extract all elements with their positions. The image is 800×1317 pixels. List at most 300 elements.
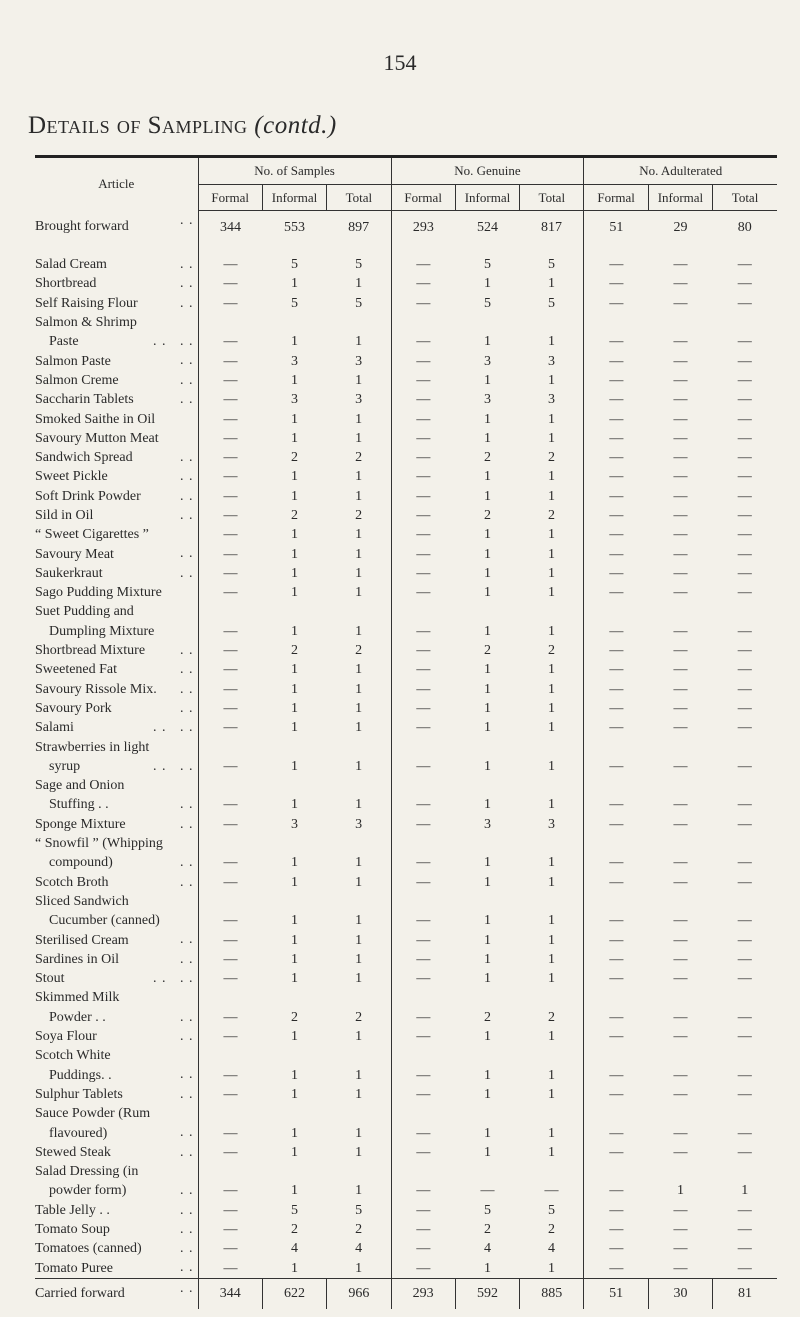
cell-value: 1 bbox=[291, 913, 299, 929]
cell-value: 5 bbox=[355, 257, 363, 273]
cell-value bbox=[584, 1104, 648, 1123]
table-row bbox=[35, 680, 777, 699]
cell-value: — bbox=[584, 1123, 648, 1142]
cell-value: 5 bbox=[355, 1202, 363, 1218]
cell-value: — bbox=[391, 448, 455, 467]
cell-value: — bbox=[198, 1027, 262, 1046]
row-label: Brought forward . . bbox=[35, 212, 194, 235]
cell-value: 1 bbox=[676, 1183, 684, 1199]
cell-value: — bbox=[391, 795, 455, 814]
cell-value: — bbox=[737, 1125, 752, 1141]
table-row bbox=[35, 487, 777, 506]
table-row bbox=[35, 583, 777, 602]
cell-value: 1 bbox=[291, 411, 299, 427]
cell-value: — bbox=[673, 700, 688, 716]
cell-value: 2 bbox=[548, 1221, 556, 1237]
cell-value bbox=[713, 602, 777, 621]
cell-value: 897 bbox=[348, 219, 370, 235]
cell-value: 1 bbox=[355, 565, 363, 581]
sub-header-informal: Informal bbox=[455, 185, 519, 211]
cell-value: — bbox=[673, 951, 688, 967]
row-label: Soft Drink Powder . . bbox=[35, 488, 194, 504]
cell-value bbox=[198, 313, 262, 332]
cell-value: — bbox=[584, 583, 648, 602]
row-label: Strawberries in light bbox=[35, 737, 198, 756]
cell-value bbox=[713, 313, 777, 332]
cell-value: 1 bbox=[483, 971, 491, 987]
cell-value: 1 bbox=[291, 1183, 299, 1199]
table-row bbox=[35, 564, 777, 583]
cell-value bbox=[520, 988, 584, 1007]
cell-value: 2 bbox=[355, 643, 363, 659]
row-label: Table Jelly . . . . bbox=[35, 1202, 194, 1218]
sub-header-total: Total bbox=[327, 185, 391, 211]
cell-value: — bbox=[737, 372, 752, 388]
cell-value: — bbox=[737, 334, 752, 350]
cell-value: — bbox=[737, 450, 752, 466]
cell-value: — bbox=[737, 797, 752, 813]
cell-value: — bbox=[584, 409, 648, 428]
cell-value: — bbox=[673, 353, 688, 369]
cell-value: 1 bbox=[548, 1260, 556, 1276]
row-label: compound) . . bbox=[35, 855, 194, 871]
cell-value: — bbox=[584, 680, 648, 699]
cell-value: 1 bbox=[291, 430, 299, 446]
cell-value: — bbox=[584, 332, 648, 351]
cell-value bbox=[198, 834, 262, 853]
cell-value: — bbox=[673, 450, 688, 466]
cell-value: — bbox=[737, 681, 752, 697]
cell-value: — bbox=[198, 911, 262, 930]
cell-value: — bbox=[737, 546, 752, 562]
row-label: Savoury Rissole Mix. . . bbox=[35, 681, 194, 697]
table-row bbox=[35, 1143, 777, 1162]
table-row bbox=[35, 930, 777, 949]
cell-value: 1 bbox=[548, 546, 556, 562]
cell-value: 1 bbox=[548, 971, 556, 987]
table-row bbox=[35, 660, 777, 679]
cell-value: — bbox=[584, 448, 648, 467]
table-row bbox=[35, 1181, 777, 1200]
cell-value: 5 bbox=[548, 1202, 556, 1218]
cell-value: 5 bbox=[483, 1202, 491, 1218]
cell-value bbox=[520, 737, 584, 756]
cell-value: — bbox=[391, 815, 455, 834]
cell-value bbox=[584, 602, 648, 621]
cell-value: 1 bbox=[548, 527, 556, 543]
cell-value: 1 bbox=[291, 971, 299, 987]
cell-value: 3 bbox=[483, 353, 491, 369]
cell-value: — bbox=[198, 969, 262, 988]
cell-value bbox=[262, 1104, 326, 1123]
cell-value: — bbox=[673, 1221, 688, 1237]
cell-value: — bbox=[584, 815, 648, 834]
cell-value: 1 bbox=[355, 276, 363, 292]
cell-value: — bbox=[737, 1221, 752, 1237]
cell-value: — bbox=[584, 911, 648, 930]
cell-value bbox=[455, 737, 519, 756]
cell-value: 2 bbox=[355, 1009, 363, 1025]
row-label: Sliced Sandwich bbox=[35, 892, 198, 911]
cell-value bbox=[648, 1162, 712, 1181]
cell-value: — bbox=[198, 351, 262, 370]
cell-value: 1 bbox=[291, 276, 299, 292]
cell-value: 1 bbox=[483, 662, 491, 678]
cell-value: — bbox=[673, 623, 688, 639]
row-label: Stout . . . . bbox=[35, 970, 194, 987]
cell-value: 2 bbox=[355, 450, 363, 466]
cell-value: 1 bbox=[483, 700, 491, 716]
sub-header-formal: Formal bbox=[584, 185, 648, 211]
cell-value: 1 bbox=[483, 430, 491, 446]
cell-value: — bbox=[673, 334, 688, 350]
cell-value: — bbox=[391, 873, 455, 892]
cell-value: — bbox=[737, 469, 752, 485]
row-label: syrup . . . . bbox=[35, 758, 194, 774]
cell-value: — bbox=[391, 274, 455, 293]
cell-value: 1 bbox=[291, 1144, 299, 1160]
cell-value bbox=[648, 737, 712, 756]
cell-value: 1 bbox=[355, 585, 363, 601]
cell-value: — bbox=[673, 565, 688, 581]
cell-value: 1 bbox=[548, 720, 556, 736]
cell-value: — bbox=[198, 1123, 262, 1142]
table-row bbox=[35, 332, 777, 351]
cell-value: — bbox=[584, 718, 648, 737]
cell-value: — bbox=[391, 332, 455, 351]
cell-value: — bbox=[673, 257, 688, 273]
cell-value: 1 bbox=[548, 1125, 556, 1141]
row-label: Sild in Oil . . bbox=[35, 507, 194, 523]
cell-value bbox=[648, 988, 712, 1007]
cell-value: 2 bbox=[483, 450, 491, 466]
cell-value: 1 bbox=[291, 527, 299, 543]
row-label: Tomato Soup . . bbox=[35, 1221, 194, 1237]
cell-value: 1 bbox=[291, 546, 299, 562]
sampling-table-container bbox=[35, 155, 777, 1309]
table-row bbox=[35, 815, 777, 834]
cell-value bbox=[391, 834, 455, 853]
cell-value: 1 bbox=[355, 1029, 363, 1045]
cell-value bbox=[520, 313, 584, 332]
cell-value: 1 bbox=[548, 565, 556, 581]
cell-value bbox=[262, 737, 326, 756]
cell-value bbox=[648, 1104, 712, 1123]
cell-value: — bbox=[198, 795, 262, 814]
table-row bbox=[35, 371, 777, 390]
cell-value bbox=[455, 1046, 519, 1065]
cell-value: 524 bbox=[476, 219, 498, 235]
table-row bbox=[35, 1085, 777, 1104]
cell-value: 51 bbox=[584, 211, 648, 244]
cell-value: 293 bbox=[391, 1278, 455, 1309]
cell-value: 1 bbox=[291, 372, 299, 388]
cell-value: — bbox=[737, 913, 752, 929]
cell-value: — bbox=[584, 1258, 648, 1278]
cell-value: — bbox=[198, 448, 262, 467]
row-label: Tomato Puree . . bbox=[35, 1260, 194, 1276]
cell-value: — bbox=[673, 372, 688, 388]
cell-value bbox=[520, 776, 584, 795]
cell-value: — bbox=[737, 623, 752, 639]
cell-value: — bbox=[737, 662, 752, 678]
cell-value: — bbox=[198, 564, 262, 583]
table-row bbox=[35, 255, 777, 274]
cell-value: — bbox=[584, 1008, 648, 1027]
cell-value bbox=[327, 313, 391, 332]
cell-value: 4 bbox=[291, 1241, 299, 1257]
cell-value: 622 bbox=[262, 1278, 326, 1309]
cell-value: 1 bbox=[291, 662, 299, 678]
cell-value: 1 bbox=[291, 1260, 299, 1276]
cell-value: 1 bbox=[483, 276, 491, 292]
cell-value: 5 bbox=[548, 257, 556, 273]
cell-value: 3 bbox=[355, 392, 363, 408]
table-row bbox=[35, 834, 777, 853]
cell-value: 4 bbox=[355, 1241, 363, 1257]
table-row bbox=[35, 718, 777, 737]
cell-value: — bbox=[198, 1008, 262, 1027]
cell-value: — bbox=[391, 1085, 455, 1104]
cell-value: 1 bbox=[355, 700, 363, 716]
cell-value: 1 bbox=[548, 372, 556, 388]
cell-value: — bbox=[584, 757, 648, 776]
cell-value: 1 bbox=[291, 855, 299, 871]
row-label: Sago Pudding Mixture bbox=[35, 583, 198, 602]
row-label: Stewed Steak . . bbox=[35, 1144, 194, 1160]
cell-value: — bbox=[584, 1143, 648, 1162]
cell-value: — bbox=[737, 411, 752, 427]
cell-value bbox=[391, 602, 455, 621]
cell-value: — bbox=[391, 409, 455, 428]
cell-value: 5 bbox=[483, 295, 491, 311]
cell-value: — bbox=[198, 1085, 262, 1104]
cell-value bbox=[648, 776, 712, 795]
cell-value: — bbox=[584, 622, 648, 641]
cell-value: — bbox=[673, 508, 688, 523]
cell-value: 1 bbox=[291, 797, 299, 813]
cell-value: 1 bbox=[483, 758, 491, 774]
cell-value: 1 bbox=[483, 681, 491, 697]
cell-value: — bbox=[198, 950, 262, 969]
cell-value: — bbox=[673, 276, 688, 292]
cell-value bbox=[327, 988, 391, 1007]
cell-value: 1 bbox=[483, 527, 491, 543]
cell-value: — bbox=[673, 430, 688, 446]
cell-value: — bbox=[198, 1258, 262, 1278]
table-row bbox=[35, 390, 777, 409]
cell-value: 1 bbox=[355, 1067, 363, 1083]
cell-value: — bbox=[737, 527, 752, 543]
cell-value: 1 bbox=[355, 1144, 363, 1160]
cell-value: — bbox=[673, 411, 688, 427]
cell-value bbox=[262, 776, 326, 795]
cell-value bbox=[391, 892, 455, 911]
cell-value: 2 bbox=[291, 508, 299, 523]
cell-value: — bbox=[391, 1123, 455, 1142]
cell-value: 1 bbox=[548, 276, 556, 292]
cell-value: 1 bbox=[483, 1144, 491, 1160]
cell-value: — bbox=[673, 971, 688, 987]
cell-value: — bbox=[737, 971, 752, 987]
table-row bbox=[35, 525, 777, 544]
cell-value: 80 bbox=[737, 219, 752, 235]
cell-value: 1 bbox=[483, 951, 491, 967]
cell-value: — bbox=[584, 969, 648, 988]
cell-value: 1 bbox=[291, 565, 299, 581]
cell-value bbox=[327, 1046, 391, 1065]
cell-value bbox=[520, 602, 584, 621]
cell-value: 2 bbox=[291, 1221, 299, 1237]
cell-value bbox=[327, 1104, 391, 1123]
cell-value: 1 bbox=[548, 1144, 556, 1160]
cell-value: 1 bbox=[355, 720, 363, 736]
cell-value: — bbox=[737, 932, 752, 948]
cell-value bbox=[520, 834, 584, 853]
cell-value bbox=[198, 602, 262, 621]
cell-value: 1 bbox=[291, 1125, 299, 1141]
table-row bbox=[35, 641, 777, 660]
cell-value bbox=[455, 1104, 519, 1123]
cell-value: — bbox=[544, 1183, 559, 1199]
cell-value bbox=[520, 1046, 584, 1065]
row-label: Self Raising Flour . . bbox=[35, 295, 194, 311]
adulterated-group-header: No. Adulterated bbox=[584, 157, 777, 185]
row-label: Sterilised Cream . . bbox=[35, 932, 194, 948]
cell-value: — bbox=[391, 622, 455, 641]
sub-header-informal: Informal bbox=[262, 185, 326, 211]
cell-value: 1 bbox=[355, 662, 363, 678]
cell-value: — bbox=[673, 932, 688, 948]
cell-value: 966 bbox=[327, 1278, 391, 1309]
row-label: Salmon & Shrimp bbox=[35, 313, 198, 332]
cell-value: — bbox=[198, 487, 262, 506]
cell-value: — bbox=[673, 295, 688, 311]
cell-value: 1 bbox=[291, 700, 299, 716]
cell-value: 2 bbox=[548, 508, 556, 523]
cell-value: 1 bbox=[355, 951, 363, 967]
cell-value bbox=[262, 313, 326, 332]
cell-value: — bbox=[737, 1029, 752, 1045]
cell-value: — bbox=[391, 1181, 455, 1200]
cell-value: — bbox=[198, 718, 262, 737]
cell-value: 2 bbox=[483, 508, 491, 523]
cell-value: 1 bbox=[548, 1029, 556, 1045]
cell-value bbox=[391, 776, 455, 795]
cell-value: — bbox=[673, 1029, 688, 1045]
cell-value: — bbox=[673, 758, 688, 774]
cell-value: — bbox=[198, 1181, 262, 1200]
table-row bbox=[35, 757, 777, 776]
cell-value bbox=[455, 776, 519, 795]
cell-value bbox=[262, 1162, 326, 1181]
cell-value: 1 bbox=[483, 1029, 491, 1045]
table-header bbox=[35, 157, 777, 211]
page-number: 154 bbox=[383, 50, 417, 75]
row-label: Sulphur Tablets . . bbox=[35, 1086, 194, 1102]
cell-value: 1 bbox=[291, 951, 299, 967]
cell-value: — bbox=[673, 488, 688, 504]
table-row bbox=[35, 467, 777, 486]
carried-forward-row bbox=[35, 1278, 777, 1309]
cell-value: 1 bbox=[483, 469, 491, 485]
cell-value: — bbox=[673, 1202, 688, 1218]
row-label: Smoked Saithe in Oil bbox=[35, 409, 198, 428]
cell-value: — bbox=[584, 371, 648, 390]
cell-value bbox=[198, 1046, 262, 1065]
cell-value: — bbox=[584, 351, 648, 370]
cell-value: — bbox=[673, 816, 688, 832]
cell-value: 1 bbox=[355, 546, 363, 562]
table-row bbox=[35, 969, 777, 988]
row-label: “ Snowfil ” (Whipping bbox=[35, 834, 198, 853]
sub-header-total: Total bbox=[520, 185, 584, 211]
cell-value: 1 bbox=[291, 1067, 299, 1083]
cell-value: — bbox=[584, 1220, 648, 1239]
cell-value: 1 bbox=[291, 758, 299, 774]
cell-value: — bbox=[584, 1027, 648, 1046]
cell-value: — bbox=[198, 409, 262, 428]
cell-value: — bbox=[584, 390, 648, 409]
cell-value: 1 bbox=[291, 623, 299, 639]
cell-value: — bbox=[198, 1143, 262, 1162]
cell-value: 2 bbox=[291, 643, 299, 659]
table-row bbox=[35, 1008, 777, 1027]
cell-value: 1 bbox=[483, 1260, 491, 1276]
cell-value: — bbox=[391, 525, 455, 544]
cell-value: — bbox=[391, 1201, 455, 1220]
cell-value: — bbox=[673, 662, 688, 678]
row-label: Salmon Paste . . bbox=[35, 353, 194, 369]
row-label: Sauce Powder (Rum bbox=[35, 1104, 198, 1123]
cell-value: — bbox=[391, 1239, 455, 1258]
cell-value bbox=[327, 602, 391, 621]
cell-value bbox=[648, 313, 712, 332]
cell-value bbox=[455, 602, 519, 621]
table-row bbox=[35, 1104, 777, 1123]
cell-value: — bbox=[673, 855, 688, 871]
row-label: Salad Dressing (in bbox=[35, 1162, 198, 1181]
cell-value: — bbox=[391, 255, 455, 274]
table-row bbox=[35, 448, 777, 467]
cell-value: — bbox=[737, 700, 752, 716]
cell-value: 1 bbox=[355, 1260, 363, 1276]
cell-value bbox=[391, 1046, 455, 1065]
cell-value: 1 bbox=[548, 913, 556, 929]
cell-value: — bbox=[198, 255, 262, 274]
cell-value: — bbox=[737, 951, 752, 967]
sub-header-informal: Informal bbox=[648, 185, 712, 211]
table-row bbox=[35, 602, 777, 621]
genuine-group-header: No. Genuine bbox=[391, 157, 584, 185]
cell-value: 1 bbox=[483, 585, 491, 601]
cell-value bbox=[327, 1162, 391, 1181]
cell-value: 1 bbox=[355, 758, 363, 774]
cell-value bbox=[198, 737, 262, 756]
cell-value: 1 bbox=[355, 932, 363, 948]
cell-value: 5 bbox=[355, 295, 363, 311]
cell-value: — bbox=[584, 930, 648, 949]
table-row bbox=[35, 911, 777, 930]
cell-value: 1 bbox=[355, 874, 363, 890]
cell-value: 1 bbox=[291, 1086, 299, 1102]
cell-value: — bbox=[737, 257, 752, 273]
cell-value: — bbox=[737, 643, 752, 659]
cell-value: 1 bbox=[483, 855, 491, 871]
cell-value bbox=[391, 988, 455, 1007]
cell-value: 1 bbox=[548, 585, 556, 601]
cell-value: — bbox=[737, 353, 752, 369]
